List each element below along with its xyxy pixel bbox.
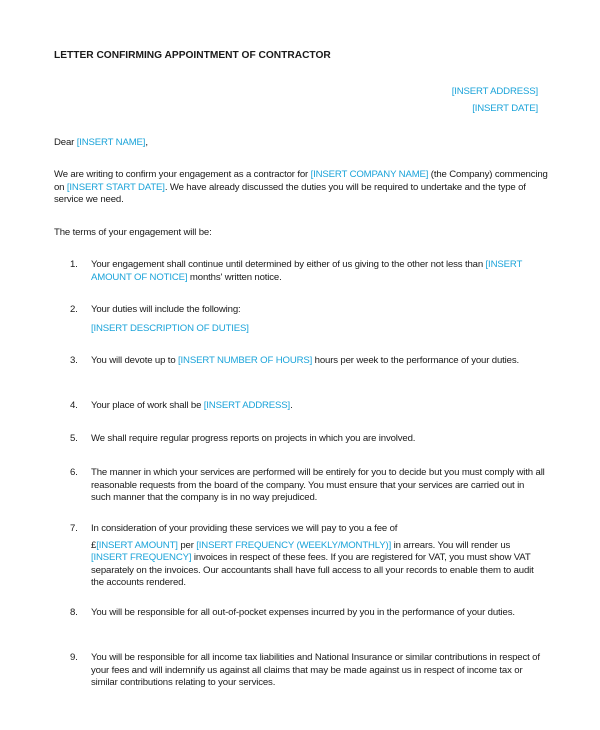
- notice-placeholder: [INSERT AMOUNT OF NOTICE]: [91, 259, 522, 283]
- item-number: 9.: [70, 652, 78, 663]
- item-text: months' written notice.: [187, 271, 282, 283]
- item-text: Your place of work shall be: [91, 400, 204, 411]
- work-address-placeholder: [INSERT ADDRESS]: [203, 400, 291, 411]
- intro-text-1: We are writing to confirm your engagement as a contractor for: [54, 169, 311, 180]
- item-number: 1.: [70, 259, 78, 270]
- hours-placeholder: [INSERT NUMBER OF HOURS]: [178, 355, 313, 366]
- item-text: Your engagement shall continue until determined by either of us giving to the other not less than: [91, 259, 486, 270]
- term-item-8: [54, 607, 544, 620]
- item-number: 7.: [70, 523, 78, 534]
- item-text: You will be responsible for all income tax liabilities and National Insurance or similar contributions in respect of your fees and will indemnify us against all claims that may be made against us in respect of income tax or similar contributions relating to your services.: [91, 652, 540, 689]
- date-placeholder: [INSERT DATE]: [472, 103, 538, 114]
- invoice-frequency-placeholder: [INSERT FREQUENCY]: [91, 552, 192, 564]
- salutation-suffix: ,: [145, 137, 148, 148]
- item-text: The manner in which your services are performed will be entirely for you to decide but you must comply with all reasonable requests from the board of the company. You must ensure that your services are carried out in such manner that the company is in no way prejudiced.: [91, 467, 545, 504]
- term-item-5: [54, 433, 544, 446]
- term-item-7: [54, 523, 544, 590]
- item-text: In consideration of your providing these services we will pay to you a fee of: [91, 523, 398, 534]
- item-text: invoices in respect of these fees. If you are registered for VAT, you must show VAT separately on the invoices. Our accountants shall have full access to all your records to enable them to audit the accounts rendered.: [91, 552, 534, 589]
- terms-intro: The terms of your engagement will be:: [54, 227, 212, 238]
- name-placeholder: [INSERT NAME]: [76, 137, 146, 148]
- item-number: 4.: [70, 400, 78, 411]
- item-text: You will devote up to: [91, 355, 179, 366]
- item-number: 2.: [70, 304, 78, 315]
- intro-text-2: (the Company) commencing on: [54, 169, 548, 193]
- item-text: We shall require regular progress reports on projects in which you are involved.: [91, 433, 416, 444]
- duties-placeholder: [INSERT DESCRIPTION OF DUTIES]: [91, 322, 249, 334]
- item-number: 6.: [70, 467, 78, 478]
- salutation-prefix: Dear: [54, 137, 77, 148]
- intro-text-3: . We have already discussed the duties you will be required to undertake and the type of service we need.: [54, 181, 526, 206]
- intro-paragraph: [54, 169, 554, 207]
- item-text: in arrears. You will render us: [391, 539, 511, 551]
- item-text: You will be responsible for all out-of-pocket expenses incurred by you in the performance of your duties.: [91, 607, 515, 618]
- start-date-placeholder: [INSERT START DATE]: [66, 181, 165, 193]
- item-text: hours per week to the performance of your duties.: [312, 355, 520, 366]
- item-number: 5.: [70, 433, 78, 444]
- item-text: .: [290, 400, 293, 411]
- currency-symbol: £: [91, 539, 97, 551]
- term-item-2: [54, 304, 544, 335]
- term-item-1: [54, 259, 544, 284]
- term-item-3: [54, 355, 544, 368]
- company-name-placeholder: [INSERT COMPANY NAME]: [310, 169, 429, 180]
- salutation: [54, 137, 148, 148]
- frequency-weekly-monthly-placeholder: [INSERT FREQUENCY (WEEKLY/MONTHLY)]: [196, 539, 392, 551]
- term-item-6: [54, 467, 544, 505]
- item-text: Your duties will include the following:: [91, 304, 241, 315]
- term-item-9: [54, 652, 544, 690]
- amount-placeholder: [INSERT AMOUNT]: [96, 539, 178, 551]
- item-number: 8.: [70, 607, 78, 618]
- address-placeholder: [INSERT ADDRESS]: [451, 86, 538, 97]
- term-item-4: [54, 400, 544, 413]
- item-number: 3.: [70, 355, 78, 366]
- document-title: LETTER CONFIRMING APPOINTMENT OF CONTRACTOR: [54, 50, 331, 61]
- item-text: per: [177, 539, 197, 551]
